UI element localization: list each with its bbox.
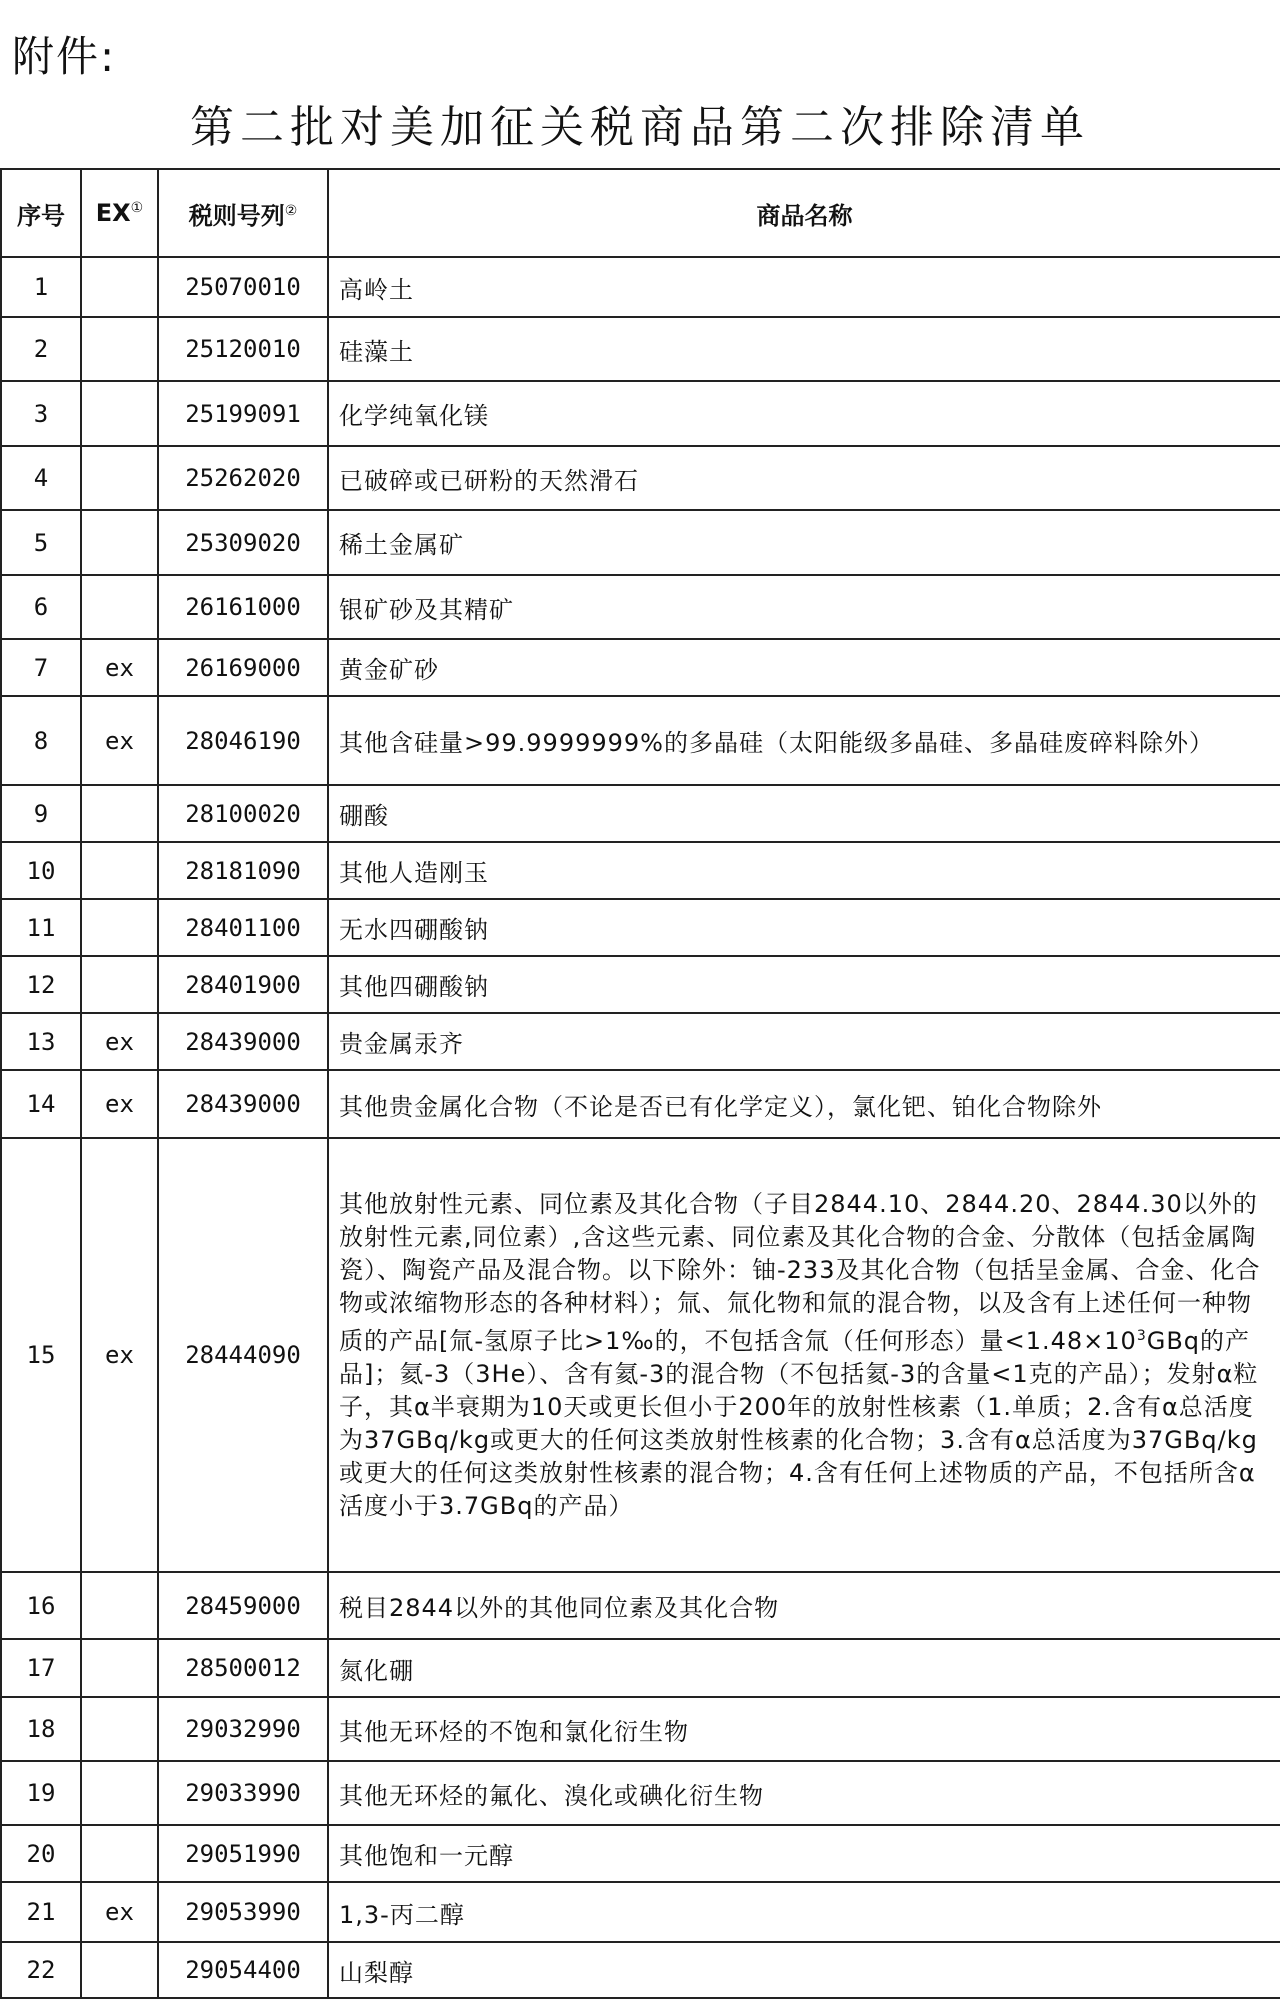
row-ex xyxy=(81,510,158,575)
row-seq: 10 xyxy=(1,842,81,899)
table-row xyxy=(1,381,1280,446)
table-row xyxy=(1,1572,1280,1639)
row-seq: 8 xyxy=(1,696,81,785)
row-seq: 4 xyxy=(1,446,81,510)
table-row xyxy=(1,1882,1280,1942)
row-code: 28046190 xyxy=(158,696,328,785)
row-seq: 9 xyxy=(1,785,81,842)
row-code: 26169000 xyxy=(158,639,328,696)
table-row xyxy=(1,575,1280,639)
row-name: 氮化硼 xyxy=(328,1639,1280,1697)
header-seq: 序号 xyxy=(1,169,81,257)
row-ex xyxy=(81,1639,158,1697)
row-seq: 15 xyxy=(1,1138,81,1572)
row-name: 山梨醇 xyxy=(328,1942,1280,1998)
row-name: 化学纯氧化镁 xyxy=(328,381,1280,446)
table-row xyxy=(1,446,1280,510)
row-code: 25309020 xyxy=(158,510,328,575)
table-row xyxy=(1,956,1280,1013)
table-row xyxy=(1,639,1280,696)
row-code: 25120010 xyxy=(158,317,328,381)
row-name: 已破碎或已研粉的天然滑石 xyxy=(328,446,1280,510)
row-ex xyxy=(81,257,158,317)
header-ex-note: ① xyxy=(130,200,144,216)
row-ex xyxy=(81,956,158,1013)
row-ex xyxy=(81,1572,158,1639)
row-ex: ex xyxy=(81,639,158,696)
row-ex: ex xyxy=(81,1070,158,1138)
row-code: 29032990 xyxy=(158,1697,328,1761)
row-code: 28444090 xyxy=(158,1138,328,1572)
table-row xyxy=(1,842,1280,899)
row-name: 其他无环烃的不饱和氯化衍生物 xyxy=(328,1697,1280,1761)
row-name: 硼酸 xyxy=(328,785,1280,842)
table-row xyxy=(1,1070,1280,1138)
row-seq: 14 xyxy=(1,1070,81,1138)
row-code: 25262020 xyxy=(158,446,328,510)
row-seq: 6 xyxy=(1,575,81,639)
row-name: 银矿砂及其精矿 xyxy=(328,575,1280,639)
row-ex: ex xyxy=(81,1882,158,1942)
row-code: 28439000 xyxy=(158,1013,328,1070)
row-name: 稀土金属矿 xyxy=(328,510,1280,575)
row-ex xyxy=(81,381,158,446)
row-seq: 22 xyxy=(1,1942,81,1998)
exclusion-list-table xyxy=(0,168,1280,1999)
row-ex xyxy=(81,1761,158,1825)
row-ex xyxy=(81,1942,158,1998)
row-ex xyxy=(81,1825,158,1882)
table-row xyxy=(1,1761,1280,1825)
row-ex: ex xyxy=(81,1013,158,1070)
row-code: 28439000 xyxy=(158,1070,328,1138)
row-name: 其他贵金属化合物（不论是否已有化学定义），氯化钯、铂化合物除外 xyxy=(328,1070,1280,1138)
header-code-label: 税则号列 xyxy=(188,201,285,230)
row-name: 税目2844以外的其他同位素及其化合物 xyxy=(328,1572,1280,1639)
row-ex xyxy=(81,446,158,510)
row-code: 29054400 xyxy=(158,1942,328,1998)
row-code: 29053990 xyxy=(158,1882,328,1942)
header-ex xyxy=(81,169,158,257)
row-code: 28459000 xyxy=(158,1572,328,1639)
row-name-superscript: 3 xyxy=(1136,1327,1147,1344)
row-ex xyxy=(81,575,158,639)
table-row xyxy=(1,1697,1280,1761)
document-title: 第二批对美加征关税商品第二次排除清单 xyxy=(190,102,1090,153)
table-row xyxy=(1,899,1280,956)
row-name: 无水四硼酸钠 xyxy=(328,899,1280,956)
row-name: 贵金属汞齐 xyxy=(328,1013,1280,1070)
table-row xyxy=(1,785,1280,842)
row-code: 28181090 xyxy=(158,842,328,899)
table-row xyxy=(1,257,1280,317)
row-ex xyxy=(81,1697,158,1761)
row-ex: ex xyxy=(81,1138,158,1572)
row-seq: 7 xyxy=(1,639,81,696)
row-code: 29051990 xyxy=(158,1825,328,1882)
row-seq: 19 xyxy=(1,1761,81,1825)
row-name: 其他饱和一元醇 xyxy=(328,1825,1280,1882)
row-seq: 2 xyxy=(1,317,81,381)
table-row xyxy=(1,1942,1280,1998)
row-seq: 16 xyxy=(1,1572,81,1639)
header-code-note: ② xyxy=(284,202,298,219)
row-ex: ex xyxy=(81,696,158,785)
row-ex xyxy=(81,842,158,899)
row-code: 28500012 xyxy=(158,1639,328,1697)
row-seq: 21 xyxy=(1,1882,81,1942)
row-code: 25199091 xyxy=(158,381,328,446)
row-seq: 3 xyxy=(1,381,81,446)
row-code: 28100020 xyxy=(158,785,328,842)
row-seq: 17 xyxy=(1,1639,81,1697)
header-ex-label: EX xyxy=(95,199,131,227)
table-row xyxy=(1,1013,1280,1070)
header-code xyxy=(158,169,328,257)
row-ex xyxy=(81,785,158,842)
row-code: 26161000 xyxy=(158,575,328,639)
row-name: 硅藻土 xyxy=(328,317,1280,381)
row-seq: 1 xyxy=(1,257,81,317)
header-name: 商品名称 xyxy=(328,169,1280,257)
row-name-part-b: GBq的产品]；氦-3（3He）、含有氦-3的混合物（不包括氦-3的含量<1克的产品）；发射α粒子，其α半衰期为10天或更长但小于200年的放射性核素（1.单质；2.含有α总活度为37GBq/kg或更大的任何这类放射性核素的化合物；3.含有α总活度为37GBq/kg或更大的任何这类放射性核素的混合物；4.含有任何上述物质的产品，不包括所含α活度小于3.7GBq的产品） xyxy=(339,1326,1259,1520)
row-name: 高岭土 xyxy=(328,257,1280,317)
table-row xyxy=(1,696,1280,785)
table-row xyxy=(1,1639,1280,1697)
row-seq: 13 xyxy=(1,1013,81,1070)
row-seq: 12 xyxy=(1,956,81,1013)
row-seq: 11 xyxy=(1,899,81,956)
row-ex xyxy=(81,317,158,381)
row-code: 28401100 xyxy=(158,899,328,956)
row-seq: 20 xyxy=(1,1825,81,1882)
row-code: 28401900 xyxy=(158,956,328,1013)
table-row xyxy=(1,1138,1280,1572)
row-name: 黄金矿砂 xyxy=(328,639,1280,696)
attachment-label: 附件: xyxy=(12,32,117,81)
row-name: 1,3-丙二醇 xyxy=(328,1882,1280,1942)
row-code: 25070010 xyxy=(158,257,328,317)
row-seq: 18 xyxy=(1,1697,81,1761)
row-name: 其他四硼酸钠 xyxy=(328,956,1280,1013)
row-seq: 5 xyxy=(1,510,81,575)
table-row xyxy=(1,317,1280,381)
row-name: 其他含硅量>99.9999999%的多晶硅（太阳能级多晶硅、多晶硅废碎料除外） xyxy=(328,696,1280,785)
row-name: 其他无环烃的氟化、溴化或碘化衍生物 xyxy=(328,1761,1280,1825)
table-row xyxy=(1,1825,1280,1882)
row-name-part-a: 其他放射性元素、同位素及其化合物（子目2844.10、2844.20、2844.30以外的放射性元素,同位素）,含这些元素、同位素及其化合物的合金、分散体（包括金属陶瓷）、陶瓷产品及混合物。以下除外：铀-233及其化合物（包括呈金属、合金、化合物或浓缩物形态的各种材料）；氚、氚化物和氚的混合物，以及含有上述任何一种物质的产品[氚-氢原子比>1‰的，不包括含氚（任何形态）量<1.48×10 xyxy=(339,1189,1261,1355)
row-ex xyxy=(81,899,158,956)
table-row xyxy=(1,510,1280,575)
table-header-row xyxy=(1,169,1280,257)
row-name: 其他人造刚玉 xyxy=(328,842,1280,899)
row-name xyxy=(328,1138,1280,1572)
row-code: 29033990 xyxy=(158,1761,328,1825)
